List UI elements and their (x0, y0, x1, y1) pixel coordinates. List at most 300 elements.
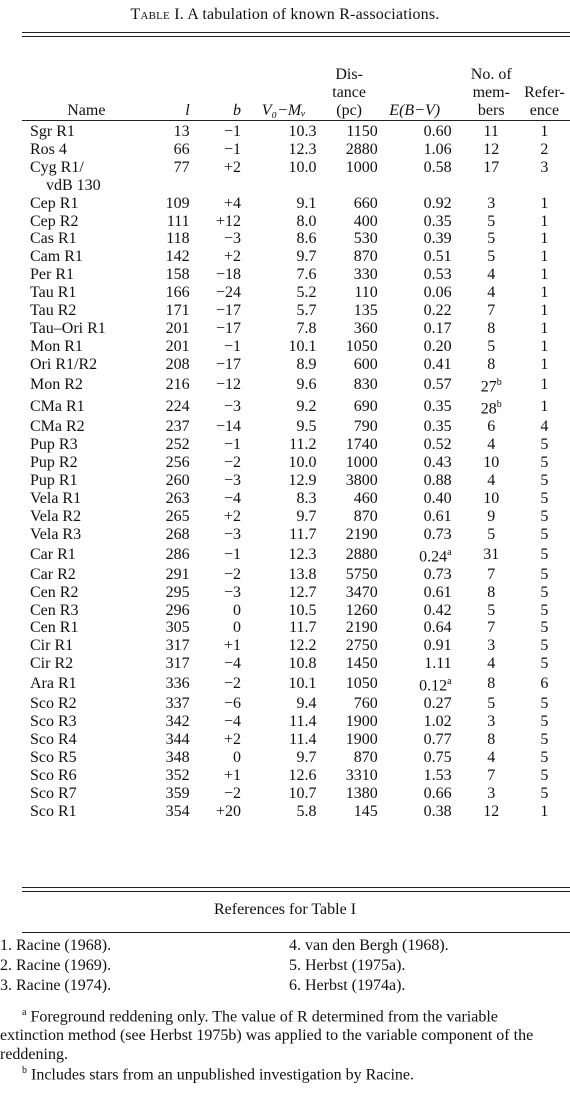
header-members-line2: mem- (472, 84, 510, 101)
cell-reference (519, 803, 570, 821)
cell-reference-value: 1 (540, 248, 549, 266)
cell-v-minus-m (251, 655, 321, 673)
header-distance-line1: Dis- (335, 66, 363, 83)
cell-name-value: Cas R1 (30, 230, 77, 248)
cell-b-value: −17 (215, 302, 241, 320)
cell-members (464, 673, 519, 695)
cell-ebv (378, 454, 464, 472)
cell-members-value: 5 (487, 212, 496, 230)
cell-members (464, 767, 519, 785)
cell-b-value: −3 (223, 583, 241, 601)
cell-members-value: 12 (483, 140, 500, 158)
table-row (22, 284, 570, 302)
cell-reference (519, 374, 570, 396)
table-row (22, 213, 570, 231)
cell-members (464, 713, 519, 731)
cell-v-minus-m-value: 10.5 (288, 601, 317, 619)
table-caption (0, 6, 570, 24)
cell-reference-value: 1 (540, 319, 549, 337)
cell-name-value: Cir R1 (30, 637, 74, 655)
cell-name (22, 544, 143, 566)
table-row (22, 120, 570, 141)
cell-ebv (378, 266, 464, 284)
cell-members (464, 374, 519, 396)
table-row (22, 673, 570, 695)
cell-name-value: Cen R2 (30, 583, 79, 601)
cell-b (190, 584, 251, 602)
cell-ebv (378, 396, 464, 418)
cell-name-value: Vela R3 (30, 525, 82, 543)
cell-ebv (378, 230, 464, 248)
cell-l (143, 266, 190, 284)
cell-b-value: 0 (232, 619, 241, 637)
cell-b (190, 159, 251, 177)
cell-l (143, 302, 190, 320)
cell-v-minus-m (251, 602, 321, 620)
cell-v-minus-m-value: 8.3 (296, 489, 317, 507)
cell-reference (519, 454, 570, 472)
cell-l (143, 508, 190, 526)
cell-b (190, 436, 251, 454)
cell-v-minus-m (251, 584, 321, 602)
cell-name-value: Mon R1 (30, 337, 83, 355)
cell-v-minus-m-value: 12.3 (288, 545, 317, 563)
cell-reference (519, 159, 570, 177)
cell-l-value: 268 (165, 525, 190, 543)
cell-name-value: CMa R1 (30, 398, 85, 416)
cell-members-value: 7 (487, 565, 496, 583)
cell-reference (519, 396, 570, 418)
cell-name (22, 472, 143, 490)
cell-ebv (378, 177, 464, 195)
cell-distance (321, 673, 378, 695)
cell-distance (321, 767, 378, 785)
cell-name (22, 302, 143, 320)
table-row (22, 526, 570, 544)
cell-l (143, 695, 190, 713)
cell-v-minus-m (251, 266, 321, 284)
cell-ebv (378, 418, 464, 436)
cell-distance-value: 1150 (346, 123, 378, 140)
cell-distance-value: 1050 (345, 337, 378, 355)
cell-distance (321, 544, 378, 566)
cell-members-value: 5 (487, 337, 496, 355)
cell-distance-value: 600 (353, 355, 378, 373)
cell-distance (321, 508, 378, 526)
cell-ebv (378, 602, 464, 620)
cell-name (22, 767, 143, 785)
cell-v-minus-m-value: 9.5 (296, 418, 317, 436)
cell-v-minus-m (251, 803, 321, 821)
cell-reference-value: 1 (540, 194, 549, 212)
cell-b-value: +2 (223, 158, 241, 176)
cell-b-value: +1 (223, 637, 241, 655)
cell-members-value: 3 (487, 637, 496, 655)
cell-v-minus-m-value: 11.4 (289, 713, 317, 731)
table-row (22, 749, 570, 767)
cell-members-value: 3 (487, 713, 496, 731)
cell-distance-value: 1260 (345, 601, 378, 619)
table-row (22, 248, 570, 266)
cell-name (22, 159, 143, 177)
cell-name (22, 526, 143, 544)
table-row (22, 655, 570, 673)
cell-reference (519, 472, 570, 490)
cell-distance (321, 584, 378, 602)
cell-ebv-value: 0.77 (423, 731, 452, 749)
cell-reference-value: 2 (540, 140, 549, 158)
cell-reference-value: 1 (540, 266, 549, 284)
cell-distance-value: 135 (353, 302, 378, 320)
cell-v-minus-m (251, 320, 321, 338)
cell-reference (519, 713, 570, 731)
cell-b-value: −2 (223, 565, 241, 583)
header-members-line3: bers (477, 102, 505, 119)
cell-reference-value: 6 (540, 675, 549, 693)
cell-l (143, 584, 190, 602)
cell-reference (519, 544, 570, 566)
cell-name (22, 120, 143, 141)
cell-reference-value: 1 (540, 802, 549, 820)
cell-members (464, 436, 519, 454)
cell-members (464, 120, 519, 141)
cell-name (22, 637, 143, 655)
cell-l-value: 142 (165, 248, 190, 266)
table-row (22, 731, 570, 749)
table-row (22, 320, 570, 338)
cell-reference (519, 302, 570, 320)
cell-v-minus-m-value: 9.1 (296, 194, 317, 212)
cell-v-minus-m-value: 7.6 (296, 266, 317, 284)
cell-reference (519, 230, 570, 248)
cell-members (464, 230, 519, 248)
cell-distance-value: 460 (353, 489, 378, 507)
cell-distance (321, 490, 378, 508)
cell-members-value: 10 (483, 489, 500, 507)
footnote-marker: a (447, 676, 452, 688)
cell-distance-value: 1000 (345, 158, 378, 176)
cell-v-minus-m (251, 159, 321, 177)
cell-l-value: 171 (165, 302, 190, 320)
cell-v-minus-m (251, 120, 321, 141)
footnote-marker: a (447, 546, 452, 558)
cell-reference (519, 356, 570, 374)
cell-l (143, 566, 190, 584)
cell-b-value: −3 (223, 471, 241, 489)
cell-name (22, 785, 143, 803)
table-row (22, 803, 570, 821)
cell-reference-value: 5 (540, 713, 549, 731)
cell-v-minus-m-value: 10.7 (288, 784, 317, 802)
table-row (22, 356, 570, 374)
cell-reference (519, 767, 570, 785)
cell-name-value: Cen R3 (30, 601, 79, 619)
cell-name-value: Pup R3 (30, 436, 78, 454)
cell-l-value: 256 (165, 453, 190, 471)
cell-l (143, 731, 190, 749)
cell-members-value: 7 (487, 767, 496, 785)
cell-l-value: 359 (165, 784, 190, 802)
cell-ebv (378, 472, 464, 490)
cell-l-value: 260 (165, 471, 190, 489)
cell-ebv (378, 637, 464, 655)
table-row (22, 195, 570, 213)
cell-ebv-value: 0.12 (419, 677, 448, 695)
cell-v-minus-m-value: 10.0 (288, 158, 317, 176)
cell-l (143, 177, 190, 195)
cell-l (143, 767, 190, 785)
cell-members-value: 31 (483, 545, 500, 563)
cell-distance-value: 760 (353, 695, 378, 713)
cell-v-minus-m (251, 785, 321, 803)
cell-reference-value: 5 (540, 695, 549, 713)
cell-l (143, 396, 190, 418)
cell-b (190, 749, 251, 767)
cell-l (143, 159, 190, 177)
cell-ebv (378, 673, 464, 695)
cell-name (22, 749, 143, 767)
cell-ebv (378, 695, 464, 713)
cell-ebv-value: 0.91 (423, 637, 452, 655)
cell-reference (519, 785, 570, 803)
cell-b (190, 713, 251, 731)
cell-ebv (378, 619, 464, 637)
cell-v-minus-m (251, 508, 321, 526)
cell-b (190, 803, 251, 821)
cell-members (464, 338, 519, 356)
cell-name-value: Cir R2 (30, 655, 74, 673)
cell-b (190, 356, 251, 374)
cell-name-value: Tau–Ori R1 (30, 319, 106, 337)
cell-l-value: 224 (165, 398, 190, 416)
cell-members-value: 5 (487, 601, 496, 619)
header-l: l (185, 102, 190, 119)
cell-reference-value: 5 (540, 637, 549, 655)
cell-name (22, 584, 143, 602)
cell-ebv-value: 0.64 (423, 619, 452, 637)
cell-distance-value: 3470 (345, 583, 378, 601)
cell-distance (321, 602, 378, 620)
cell-l (143, 619, 190, 637)
cell-distance-value: 145 (353, 802, 378, 820)
cell-name-value: Cep R2 (30, 212, 79, 230)
cell-ebv (378, 120, 464, 141)
table-row (22, 695, 570, 713)
cell-distance (321, 713, 378, 731)
footnote-b (0, 1061, 560, 1084)
cell-name-value: Mon R2 (30, 375, 83, 393)
cell-b (190, 338, 251, 356)
cell-l-value: 295 (165, 583, 190, 601)
cell-ebv (378, 508, 464, 526)
cell-l-value: 111 (166, 212, 190, 230)
cell-ebv (378, 544, 464, 566)
cell-b (190, 472, 251, 490)
cell-distance (321, 396, 378, 418)
cell-l-value: 66 (173, 140, 190, 158)
cell-ebv-value: 0.60 (423, 123, 452, 140)
cell-name-value: Tau R1 (30, 284, 77, 302)
cell-name-value: Per R1 (30, 266, 74, 284)
r-associations-table (22, 40, 570, 821)
cell-members-value: 5 (487, 248, 496, 266)
cell-name (22, 602, 143, 620)
cell-distance-value: 530 (353, 230, 378, 248)
cell-distance (321, 320, 378, 338)
cell-distance-value: 2750 (345, 637, 378, 655)
cell-members (464, 454, 519, 472)
cell-b-value: −4 (223, 713, 241, 731)
cell-b (190, 302, 251, 320)
cell-reference-value: 5 (540, 619, 549, 637)
cell-v-minus-m (251, 673, 321, 695)
reference-item: 5. Herbst (1975a). (289, 957, 406, 974)
cell-ebv (378, 713, 464, 731)
cell-v-minus-m-value: 11.7 (289, 619, 317, 637)
table-row (22, 490, 570, 508)
cell-l-value: 317 (165, 637, 190, 655)
cell-name (22, 490, 143, 508)
cell-v-minus-m (251, 490, 321, 508)
cell-ebv (378, 785, 464, 803)
cell-ebv-value: 0.20 (423, 337, 452, 355)
table-row (22, 141, 570, 159)
cell-v-minus-m (251, 637, 321, 655)
cell-distance (321, 436, 378, 454)
cell-members-value: 4 (487, 266, 496, 284)
cell-ebv-value: 0.88 (423, 471, 452, 489)
cell-members-value: 6 (487, 418, 496, 436)
cell-reference-value: 4 (540, 418, 549, 436)
cell-reference (519, 177, 570, 195)
caption-text: A tabulation of known R-associations. (187, 6, 440, 23)
cell-ebv-value: 0.66 (423, 784, 452, 802)
cell-l-value: 336 (165, 675, 190, 693)
cell-l (143, 785, 190, 803)
footnote-a-text: Foreground reddening only. The value of R determined from the variable extinction method (see Herbst 1975b) was applied to the variable component of the reddening. (0, 1008, 534, 1064)
cell-v-minus-m (251, 338, 321, 356)
cell-reference-value: 5 (540, 655, 549, 673)
cell-name (22, 731, 143, 749)
cell-distance-value: 790 (353, 418, 378, 436)
cell-b-value: +2 (223, 507, 241, 525)
cell-distance (321, 302, 378, 320)
cell-name-value: Sco R6 (30, 767, 77, 785)
cell-l (143, 356, 190, 374)
cell-l-value: 208 (165, 355, 190, 373)
cell-b (190, 177, 251, 195)
cell-name (22, 673, 143, 695)
cell-name (22, 248, 143, 266)
cell-distance (321, 637, 378, 655)
table-row (22, 454, 570, 472)
cell-l-value: 201 (165, 319, 190, 337)
cell-ebv-value: 0.61 (423, 583, 452, 601)
cell-b-value: −1 (223, 123, 241, 140)
cell-ebv-value: 0.51 (423, 248, 452, 266)
cell-distance-value: 3800 (345, 471, 378, 489)
cell-members-value: 8 (487, 731, 496, 749)
cell-l-value: 158 (165, 266, 190, 284)
cell-name (22, 177, 143, 195)
header-reference-line2: ence (529, 102, 560, 119)
cell-ebv (378, 356, 464, 374)
cell-b (190, 490, 251, 508)
cell-members (464, 803, 519, 821)
cell-b (190, 120, 251, 141)
cell-v-minus-m-value: 11.7 (289, 525, 317, 543)
cell-v-minus-m (251, 177, 321, 195)
cell-distance (321, 159, 378, 177)
cell-v-minus-m-value: 12.6 (288, 767, 317, 785)
cell-reference-value: 5 (540, 583, 549, 601)
cell-v-minus-m-value: 8.6 (296, 230, 317, 248)
cell-ebv-value: 0.24 (419, 547, 448, 565)
cell-members (464, 320, 519, 338)
cell-l-value: 216 (165, 375, 190, 393)
references-title: References for Table I (213, 901, 357, 918)
cell-name (22, 356, 143, 374)
cell-b-value: −4 (223, 655, 241, 673)
cell-l (143, 141, 190, 159)
cell-reference-value: 5 (540, 784, 549, 802)
cell-b (190, 320, 251, 338)
header-v-minus-m: V₀−Mᵥ (261, 102, 306, 119)
cell-members (464, 655, 519, 673)
table-row (22, 177, 570, 195)
cell-l-value: 109 (165, 194, 190, 212)
cell-distance-value: 2880 (345, 140, 378, 158)
cell-members-value: 5 (487, 695, 496, 713)
cell-l-value: 13 (173, 123, 190, 140)
cell-ebv (378, 374, 464, 396)
cell-ebv-value: 0.35 (423, 212, 452, 230)
references-rule (22, 932, 570, 933)
cell-members-value: 10 (483, 453, 500, 471)
cell-v-minus-m (251, 454, 321, 472)
header-name: Name (67, 102, 106, 119)
cell-members (464, 619, 519, 637)
cell-b (190, 213, 251, 231)
cell-reference (519, 619, 570, 637)
cell-distance (321, 619, 378, 637)
cell-b (190, 695, 251, 713)
cell-members (464, 177, 519, 195)
table-row (22, 508, 570, 526)
cell-reference-value: 1 (540, 375, 549, 393)
cell-distance (321, 454, 378, 472)
cell-l (143, 454, 190, 472)
cell-v-minus-m (251, 284, 321, 302)
cell-v-minus-m (251, 374, 321, 396)
cell-distance (321, 472, 378, 490)
cell-ebv-value: 0.38 (423, 802, 452, 820)
cell-v-minus-m (251, 544, 321, 566)
reference-item: 2. Racine (1969). (0, 957, 112, 974)
cell-reference (519, 749, 570, 767)
cell-distance-value: 830 (353, 375, 378, 393)
bottom-double-rule-upper (22, 887, 570, 888)
cell-members-value: 5 (487, 525, 496, 543)
cell-b-value: +4 (223, 194, 241, 212)
cell-b (190, 526, 251, 544)
cell-v-minus-m (251, 713, 321, 731)
cell-l-value: 342 (165, 713, 190, 731)
cell-reference (519, 120, 570, 141)
cell-ebv-value: 0.43 (423, 453, 452, 471)
cell-distance-value: 1050 (345, 675, 378, 693)
cell-l-value: 252 (165, 436, 190, 454)
